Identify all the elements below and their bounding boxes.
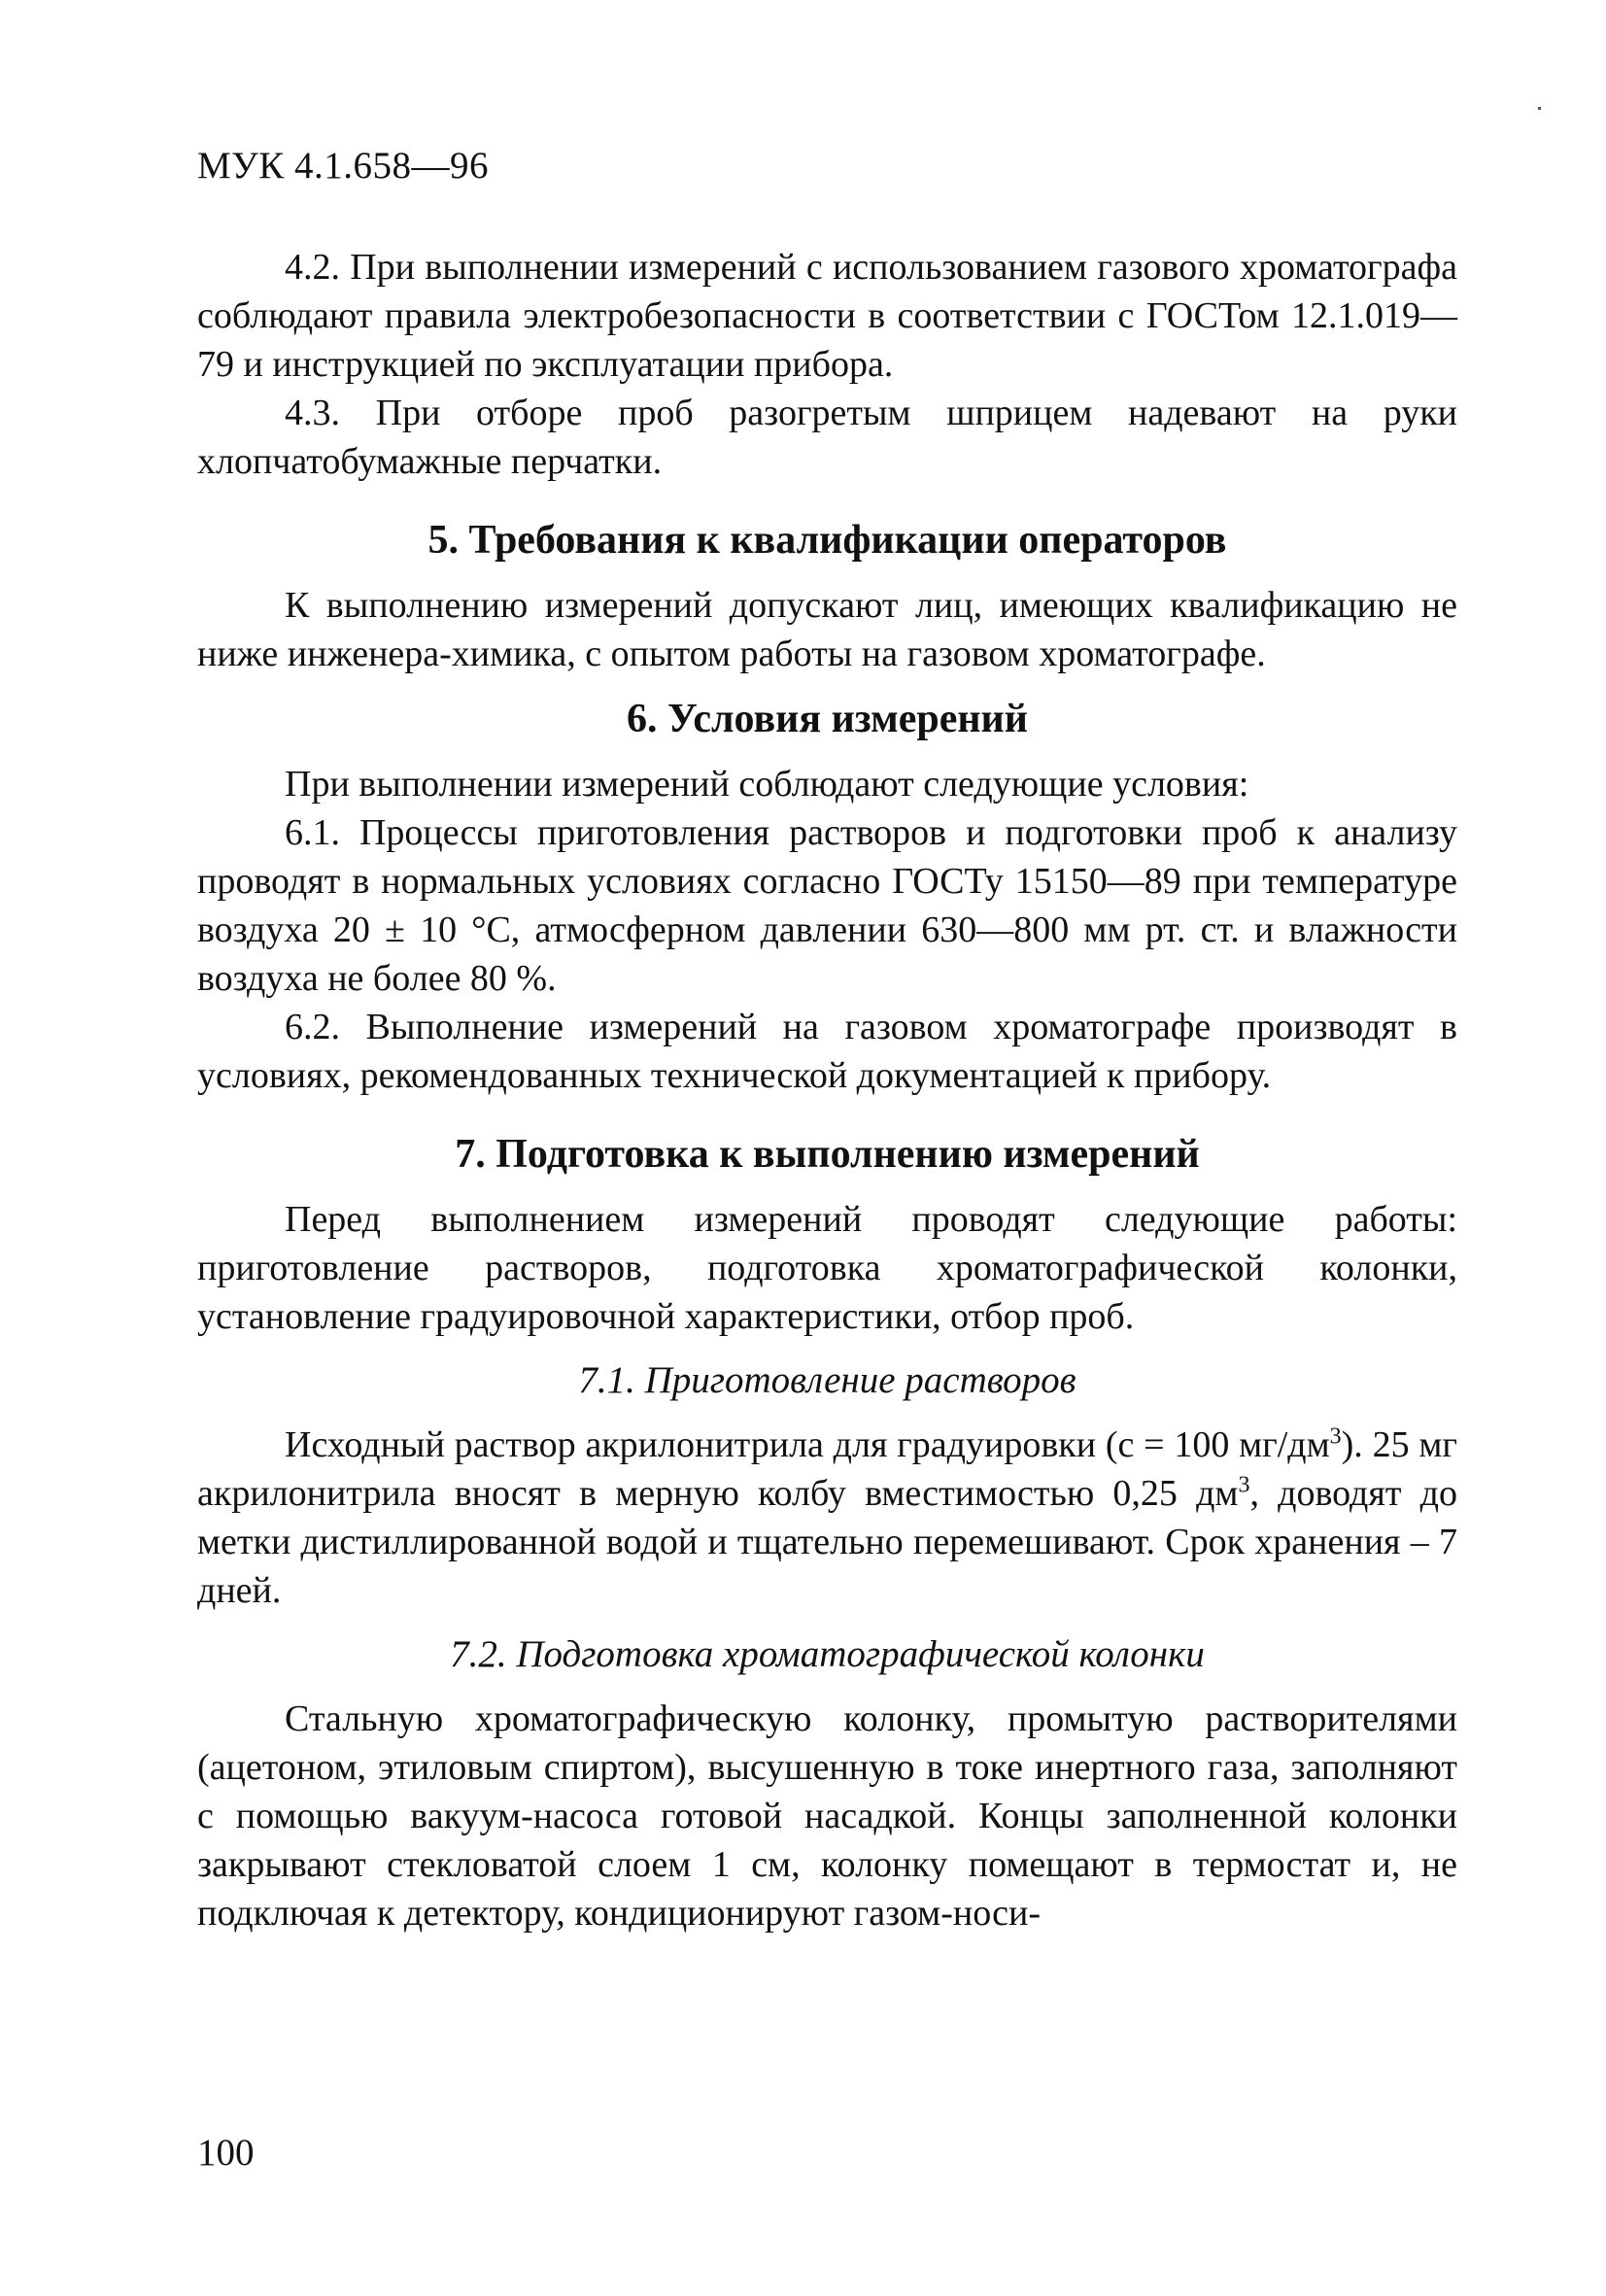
paragraph-7: Перед выполнением измерений проводят следующие работы: приготовление растворов, подготовка хроматографической колонки, установление градуировочной характеристики, отбор проб. <box>197 1199 1457 1337</box>
superscript-cube-2: 3 <box>1238 1472 1250 1498</box>
paragraph-4-2: 4.2. При выполнении измерений с использованием газового хроматографа соблюдают правила электробезопасности в соответствии с ГОСТом 12.1.019—79 и инструкцией по эксплуатации прибора. <box>197 247 1457 385</box>
superscript-cube-1: 3 <box>1329 1423 1342 1450</box>
paragraph-6-1: 6.1. Процессы приготовления растворов и подготовки проб к анализу проводят в нормальных условиях согласно ГОСТу 15150—89 при температуре воздуха 20 ± 10 °С, атмосферном давлении 630—800 мм рт. ст. и влажности воздуха не более 80 %. <box>197 812 1457 999</box>
page-body <box>197 243 1457 1937</box>
paragraph-5: К выполнению измерений допускают лиц, имеющих квалификацию не ниже инженера-химика, с опытом работы на газовом хроматографе. <box>197 585 1457 674</box>
paragraph-7-1-part-b: ). 25 мг акрилонитрила вносят в мерную колбу вместимостью 0,25 дм <box>197 1424 1457 1514</box>
paragraph-4-3: 4.3. При отборе проб разогретым шприцем надевают на руки хлопчатобумажные перчатки. <box>197 393 1457 482</box>
page-number: 100 <box>197 2132 255 2174</box>
running-head-document-code: МУК 4.1.658—96 <box>197 145 490 187</box>
paragraph-7-1-part-c: , доводят до метки дистиллированной водой и тщательно перемешивают. Срок хранения – 7 дней. <box>197 1473 1457 1611</box>
paragraph-6-intro: При выполнении измерений соблюдают следующие условия: <box>285 764 1249 805</box>
section-heading-7: 7. Подготовка к выполнению измерений <box>455 1132 1200 1177</box>
subsection-heading-7-2: 7.2. Подготовка хроматографической колонки <box>450 1633 1205 1675</box>
paragraph-7-1 <box>197 1421 1457 1615</box>
paragraph-7-1-part-a: Исходный раствор акрилонитрила для градуировки (с = 100 мг/дм <box>285 1424 1330 1465</box>
section-heading-5: 5. Требования к квалификации операторов <box>427 518 1227 563</box>
scan-speck <box>1538 107 1541 110</box>
section-heading-6: 6. Условия измерений <box>627 697 1028 741</box>
paragraph-6-2: 6.2. Выполнение измерений на газовом хроматографе производят в условиях, рекомендованных технической документацией к прибору. <box>197 1007 1457 1096</box>
paragraph-7-2: Стальную хроматографическую колонку, промытую растворителями (ацетоном, этиловым спиртом), высушенную в токе инертного газа, заполняют с помощью вакуум-насоса готовой насадкой. Концы заполненной колонки закрывают стекловатой слоем 1 см, колонку помещают в термостат и, не подключая к детектору, кондиционируют газом-носи- <box>197 1698 1457 1934</box>
subsection-heading-7-1: 7.1. Приготовление растворов <box>578 1359 1076 1401</box>
